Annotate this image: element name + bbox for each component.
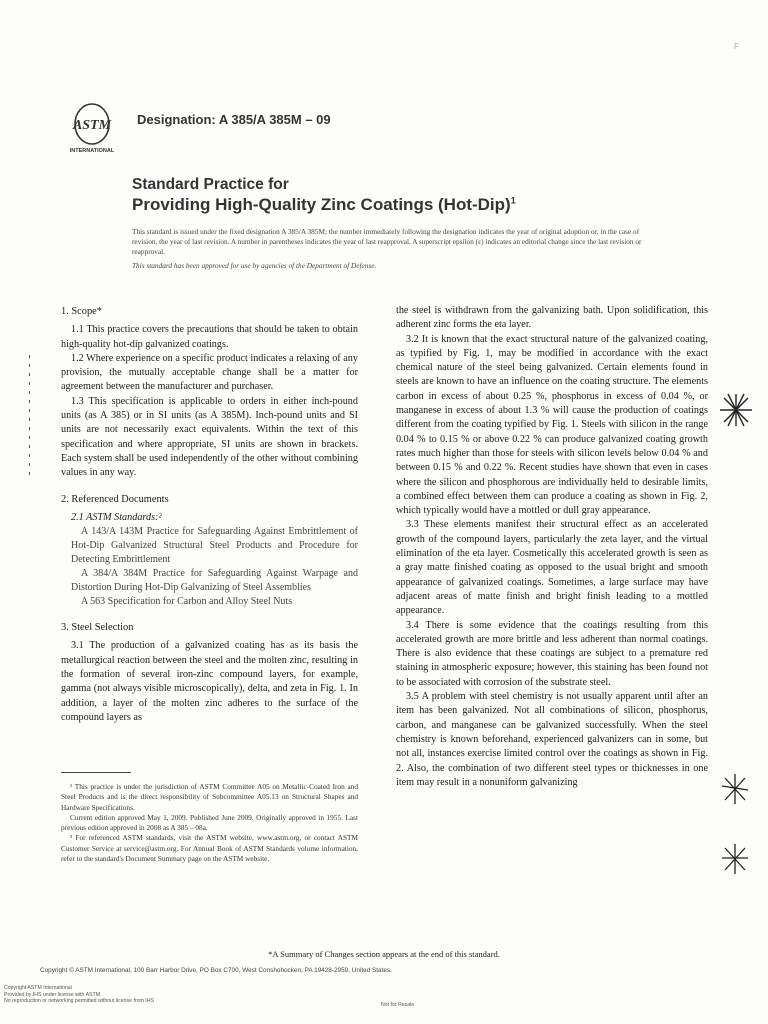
title-line-1: Standard Practice for (132, 176, 289, 193)
paragraph-2-1: 2.1 ASTM Standards:² (71, 511, 162, 523)
svg-text:ASTM: ASTM (72, 118, 112, 133)
reference-a563: A 563 Specification for Carbon and Alloy Steel Nuts (81, 596, 293, 608)
svg-text:INTERNATIONAL: INTERNATIONAL (69, 148, 115, 154)
left-column (61, 305, 358, 725)
footnote-rule (61, 772, 131, 773)
right-column (396, 304, 708, 790)
footnote-1-edition: Current edition approved May 1, 2009. Published June 2009. Originally approved in 1955. Last previous edition approved in 2008 as A 385 – 08a. (61, 812, 358, 833)
revision-asterisk-icon (720, 842, 750, 876)
paragraph-3-4: 3.4 There is some evidence that the coatings resulting from this accelerated growth are more brittle and less adherent than normal coatings. There is also evidence that these coatings are subject to a premature red staining in atmospheric exposure; however, this staining has been found not to be associated with corrosion of the substrate steel. (396, 619, 708, 688)
corner-mark: F (734, 42, 739, 51)
scan-edge-mark (28, 355, 31, 475)
astm-logo (62, 102, 128, 156)
licensing-block (4, 985, 154, 1005)
page-title (132, 176, 516, 215)
footnotes (61, 782, 358, 864)
paragraph-1-1: 1.1 This practice covers the precautions that should be taken to obtain high-quality hot-dip galvanized coatings. (61, 324, 358, 350)
footnote-1: ¹ This practice is under the jurisdiction of ASTM Committee A05 on Metallic-Coated Iron and Steel Products and is the direct responsibility of Subcommittee A05.13 on Structural Shapes and Hardware Specifications. (61, 782, 358, 812)
reference-a143: A 143/A 143M Practice for Safeguarding Against Embrittlement of Hot-Dip Galvanized Structural Steel Products and Procedure for Detecting Embrittlement (71, 526, 358, 566)
resale-note: Not for Resale (381, 1002, 415, 1008)
revision-asterisk-icon (720, 772, 750, 806)
paragraph-1-2: 1.2 Where experience on a specific product indicates a relaxing of any provision, the mutually acceptable change shall be a matter for agreement between the manufacturer and purchaser. (61, 352, 358, 393)
paragraph-3-3: 3.3 These elements manifest their structural effect as an accelerated growth of the compound layers, particularly the zeta layer, and the virtual elimination of the eta layer. Cosmetically this accelerated growth is seen as a gray matte finished coating as opposed to the usual bright and smooth appearance of galvanized coatings. Sometimes, a large surface may have adjacent areas of matte finish and bright finish leading to a mottled appearance. (396, 519, 708, 617)
designation: Designation: A 385/A 385M – 09 (137, 112, 331, 127)
footnote-2: ² For referenced ASTM standards, visit the ASTM website, www.astm.org, or contact ASTM Customer Service at service@astm.org. For Annual Book of ASTM Standards volume information, refer to the standard's Document Summary page on the ASTM website. (61, 833, 358, 864)
licensing-line: Provided by IHS under license with ASTM (4, 991, 101, 998)
paragraph-1-3: 1.3 This specification is applicable to orders in either inch-pound units (as A 385) or in SI units (as A 385M). Inch-pound units and SI units are not necessarily exact equivalents. Within the text of this specification and where appropriate, SI units are shown in brackets. Each system shall be used independently of the other without combining values in any way. (61, 395, 358, 479)
section-heading-steel: 3. Steel Selection (61, 622, 134, 634)
paragraph-3-2: 3.2 It is known that the exact structural nature of the galvanized coating, as typified by Fig. 1, may be modified in accordance with the exact chemical nature of the steel being galvanized. Certain elements found in steels are known to have an influence on the coating structure. The elements carbon in excess of about 0.25 %, phosphorus in excess of 0.04 %, or manganese in excess of about 1.3 % will cause the production of coatings different from the coating typified by Fig. 1. Steels with silicon in the range 0.04 % to 0.15 % or above 0.22 % can produce galvanized coating growth rates much higher than those for steels with silicon levels below 0.04 % and between 0.15 % and 0.22 %. Recent studies have shown that even in cases where the silicon and phosphorous are individually held to desirable limits, a combined effect between them can produce a coating as shown in Fig. 2, which typically would have a mottled or dull gray appearance. (396, 333, 708, 517)
issuance-note (132, 227, 652, 271)
paragraph-3-1-cont: the steel is withdrawn from the galvanizing bath. Upon solidification, this adherent zinc forms the eta layer. (396, 305, 708, 331)
issuance-text: This standard is issued under the fixed designation A 385/A 385M; the number immediately following the designation indicates the year of original adoption or, in the case of revision, the year of last revision. A number in parentheses indicates the year of last reapproval. A superscript epsilon (ε) indicates an editorial change since the last revision or reapproval. (132, 227, 642, 256)
section-heading-referenced: 2. Referenced Documents (61, 493, 169, 505)
licensing-line: Copyright ASTM International (4, 985, 72, 991)
licensing-line: No reproduction or networking permitted without license from IHS (4, 998, 154, 1004)
revision-asterisk-icon (716, 390, 756, 430)
reference-a384: A 384/A 384M Practice for Safeguarding Against Warpage and Distortion During Hot-Dip Galvanizing of Steel Assemblies (71, 568, 358, 594)
paragraph-3-5: 3.5 A problem with steel chemistry is not usually apparent until after an item has been galvanized. Not all combinations of silicon, phosphorus, carbon, and manganese can be galvanized successfully. When the steel chemistry is known beforehand, experienced galvanizers can in some, but not all, instances exercise limited control over the coatings as shown in Fig. 2. Also, the combination of two different steel types or thicknesses in one item may result in a nonuniform galvanizing (396, 691, 708, 788)
title-line-2: Providing High-Quality Zinc Coatings $(Hot-Dip)^1$ (132, 195, 516, 214)
summary-note: *A Summary of Changes section appears at the end of this standard. (268, 949, 500, 959)
paragraph-3-1: 3.1 The production of a galvanized coating has as its basis the metallurgical reaction between the steel and the molten zinc, resulting in the formation of several iron-zinc compound layers, for example, gamma (not always visible microscopically), delta, and zeta in Fig. 1. In addition, a layer of the molten zinc adheres to the surface of the compound layers as (61, 640, 358, 723)
section-heading-scope: 1. Scope* (61, 306, 102, 317)
copyright-line: Copyright © ASTM International, 100 Barr Harbor Drive, PO Box C700, West Conshohocken, PA 19428-2959, United States. (40, 967, 392, 974)
defense-note: This standard has been approved for use by agencies of the Department of Defense. (132, 261, 377, 270)
